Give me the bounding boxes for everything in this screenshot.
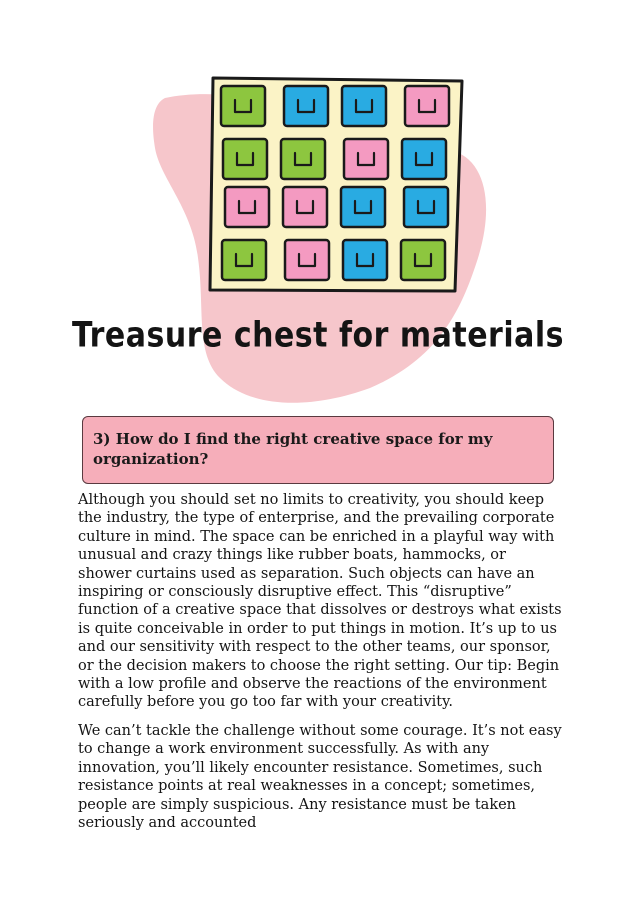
treasure-chest-drawing (110, 58, 530, 413)
drawer-tile (222, 240, 266, 280)
drawer-tile (342, 86, 386, 126)
drawer-tile (402, 139, 446, 179)
illustration-caption: Treasure chest for materials (71, 315, 565, 356)
question-heading: 3) How do I find the right creative space for my organization? (93, 430, 493, 468)
paragraph: Although you should set no limits to creativity, you should keep the industry, the type of enterprise, and the prevailing corporate culture in mind. The space can be enriched in a playful way with unusual and crazy things like rubber boats, hammocks, or shower curtains used as separation. Such objects can have an inspiring or consciously disruptive effect. This “disruptive” function of a creative space that dissolves or destroys what exists is quite conceivable in order to put things in motion. It’s up to us and our sensitivity with respect to the other teams, our sponsor, or the decision makers to choose the right setting. Our tip: Begin with a low profile and observe the reactions of the environment carefully before you go too far with your creativity. (78, 492, 562, 711)
drawer-tile (281, 139, 325, 179)
drawer-tile (223, 139, 267, 179)
body-text (78, 491, 562, 842)
treasure-chest-illustration (110, 58, 530, 413)
drawer-tile (221, 86, 265, 126)
drawer-tile (401, 240, 445, 280)
drawer-tile (341, 187, 385, 227)
drawer-tile (344, 139, 388, 179)
drawer-tile (405, 86, 449, 126)
drawer-tile (283, 187, 327, 227)
drawer-tile (225, 187, 269, 227)
drawer-tile (343, 240, 387, 280)
paragraph: We can’t tackle the challenge without some courage. It’s not easy to change a work environment successfully. As with any innovation, you’ll likely encounter resistance. Sometimes, such resistance points at real weaknesses in a concept; sometimes, people are simply suspicious. Any resistance must be taken seriously and accounted (78, 722, 562, 831)
question-box (82, 416, 554, 484)
drawer-tile (404, 187, 448, 227)
drawer-tile (285, 240, 329, 280)
drawer-tile (284, 86, 328, 126)
